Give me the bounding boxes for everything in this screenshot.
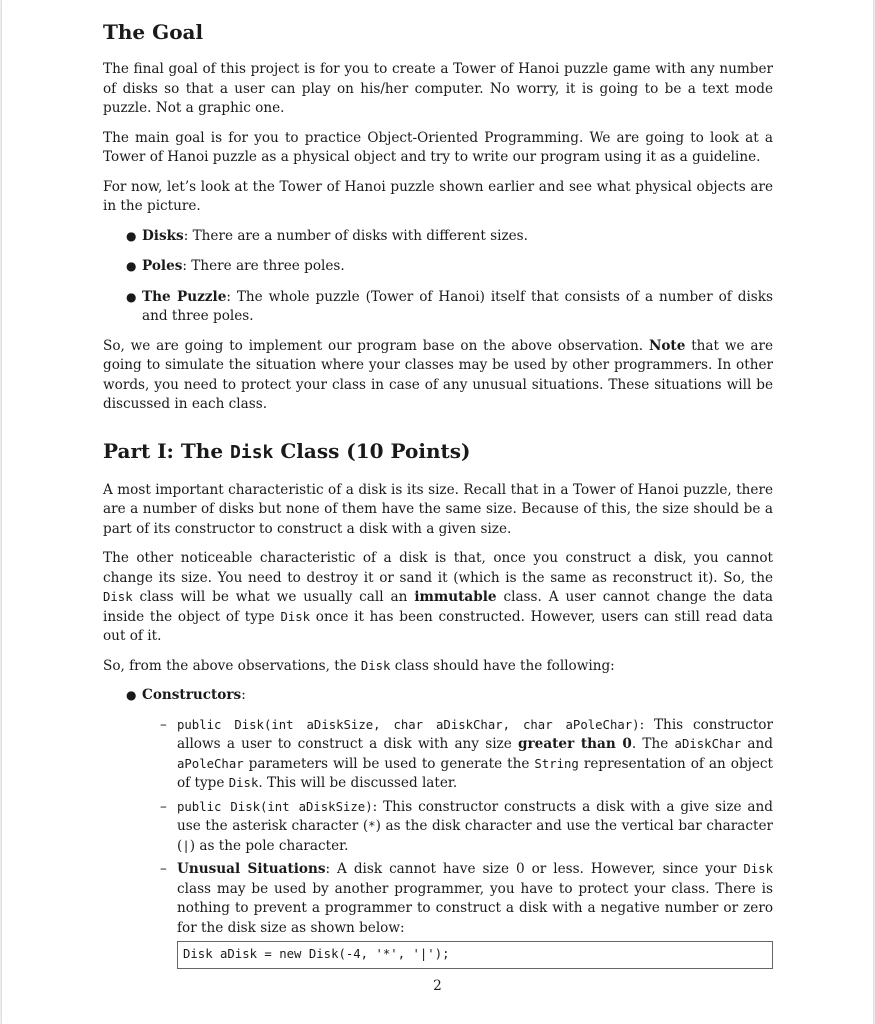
constructor-signature-full: public Disk(int aDiskSize, char aDiskChar, char aPoleChar) — [177, 717, 640, 732]
constructor-signature-size-only: public Disk(int aDiskSize) — [177, 799, 373, 814]
text: and — [741, 736, 773, 752]
unusual-situations-label: Unusual Situations — [177, 861, 326, 877]
constructors-sublist — [142, 716, 773, 970]
unusual-situations-item — [160, 860, 773, 969]
text: once it has been constructed. However, users can still read data out of it. — [103, 608, 774, 644]
text: : This constructor constructs a disk with a give size and use the asterisk character ( — [177, 798, 773, 834]
title-prefix: Part I: The — [103, 438, 231, 463]
text: ) as the pole character. — [189, 837, 349, 854]
inline-code: Disk — [228, 776, 259, 790]
list-item-puzzle — [126, 288, 773, 327]
inline-code: aPoleChar — [177, 756, 244, 771]
text: So, from the above observations, the — [103, 657, 361, 674]
closing-text-a: So, we are going to implement our program base on the above observation. — [103, 337, 649, 354]
text: . The — [631, 736, 675, 752]
inline-code: | — [182, 838, 190, 853]
inline-code: Disk — [103, 590, 133, 604]
text: : This constructor allows a user to construct a disk with any size — [177, 716, 773, 752]
colon: : — [241, 687, 246, 703]
disk-paragraph-3 — [103, 657, 773, 677]
desc-puzzle: : The whole puzzle (Tower of Hanoi) itself that consists of a number of disks and three poles. — [142, 288, 773, 324]
text: class should have the following: — [390, 657, 615, 674]
text: : A disk cannot have size 0 or less. However, since your — [325, 861, 744, 877]
page-number: 2 — [433, 978, 442, 994]
dash-icon: – — [160, 861, 167, 877]
section-title-the-goal: The Goal — [103, 20, 204, 44]
term-disks: Disks — [142, 227, 184, 244]
inline-code: Disk — [280, 609, 311, 624]
term-puzzle: The Puzzle — [142, 288, 227, 305]
list-item-poles — [126, 257, 773, 277]
text: parameters will be used to generate the — [243, 755, 535, 772]
disk-members-list — [103, 686, 773, 969]
goal-paragraph-2: The main goal is for you to practice Object-Oriented Programming. We are going to look at a Tower of Hanoi puzzle as a physical object and try to write our program using it as a guideline. — [103, 129, 773, 165]
term-poles: Poles — [142, 258, 183, 274]
inline-code: * — [368, 819, 376, 833]
disk-paragraph-1: A most important characteristic of a disk is its size. Recall that in a Tower of Hanoi puzzle, there are a number of disks but none of them have the same size. Because of this, the size should be a part of its constructor to construct a disk with a given size. — [103, 481, 773, 537]
text: . This will be discussed later. — [258, 775, 458, 791]
disk-paragraph-2 — [103, 549, 773, 647]
goal-paragraph-3: For now, let’s look at the Tower of Hanoi puzzle shown earlier and see what physical objects are in the picture. — [103, 178, 773, 214]
text: The other noticeable characteristic of a disk is that, once you construct a disk, you cannot change its size. You need to destroy it or sand it (which is the same as reconstruct it). So, the — [103, 550, 773, 586]
text: representation of an object of type — [177, 755, 773, 791]
inline-code: Disk — [360, 658, 391, 673]
dash-icon: – — [160, 798, 167, 815]
document-page — [2, 0, 873, 1024]
goal-closing-paragraph — [103, 337, 773, 415]
constructor-item-size-only — [160, 798, 774, 857]
text: class may be used by another programmer, you have to protect your class. There is nothing to prevent a programmer to construct a disk with a negative number or zero for the disk size as shown below: — [177, 880, 773, 936]
goal-paragraph-1: The final goal of this project is for you to create a Tower of Hanoi puzzle game with any number of disks so that a user can play on his/her computer. No worry, it is going to be a text mode puzzle. Not a graphic one. — [103, 61, 773, 116]
bullet-icon: ● — [126, 688, 137, 702]
constructors-label: Constructors — [142, 687, 242, 703]
desc-disks: : There are a number of disks with different sizes. — [183, 227, 528, 244]
text: class will be what we usually call an — [132, 589, 415, 605]
bullet-icon: ● — [126, 259, 137, 273]
text: class. A user cannot change the data inside the object of type — [103, 589, 773, 625]
text: ) as the disk character and use the vertical bar character ( — [177, 818, 774, 854]
inline-code: aDiskChar — [674, 737, 742, 751]
inline-code: String — [534, 756, 579, 771]
list-item-constructors — [126, 686, 774, 969]
closing-text-b: that we are going to simulate the situation where your classes may be used by other programmers. In other words, you need to protect your class in case of any unusual situations. These situations will be discussed in each class. — [103, 337, 773, 412]
dash-icon: – — [160, 716, 167, 733]
bold-immutable: immutable — [414, 589, 497, 605]
list-item-disks — [126, 227, 773, 247]
physical-objects-list — [103, 227, 773, 327]
bullet-icon: ● — [126, 228, 137, 243]
code-example-box: Disk aDisk = new Disk(-4, '*', '|'); — [177, 941, 773, 969]
constructor-item-full — [160, 716, 773, 794]
title-code: Disk — [230, 441, 274, 463]
title-suffix: Class (10 Points) — [273, 438, 471, 463]
bold-greater-than-0: greater than 0 — [518, 736, 632, 752]
section-title-disk-class — [103, 437, 773, 467]
bullet-icon: ● — [126, 289, 137, 304]
inline-code: Disk — [743, 862, 773, 876]
desc-poles: : There are three poles. — [182, 258, 345, 274]
note-label: Note — [648, 337, 686, 354]
